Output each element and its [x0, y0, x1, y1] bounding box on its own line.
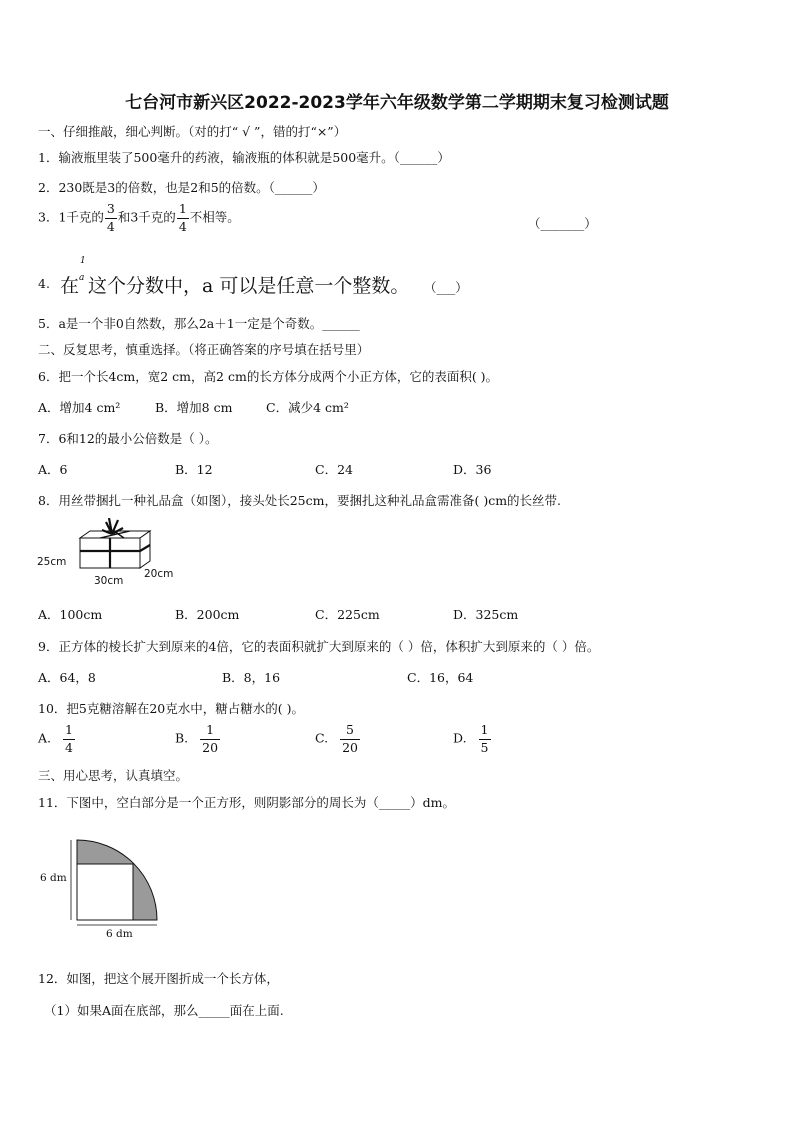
- section-3-heading: 三、用心思考，认真填空。: [38, 768, 189, 783]
- q9-option-c: C．16，64: [407, 670, 474, 685]
- q4-number: 4.: [38, 276, 50, 291]
- figure-left-label: 6 dm: [40, 872, 67, 884]
- q3-fraction-1: $\frac{3}{4}$: [106, 201, 115, 234]
- q7-option-d: D．36: [453, 462, 492, 477]
- q6-option-b: B．增加8 cm: [155, 400, 233, 415]
- question-2: 2．230既是3的倍数，也是2和5的倍数。（______）: [38, 180, 325, 195]
- q7-option-b: B．12: [175, 462, 213, 477]
- q8-option-c: C．225cm: [315, 607, 380, 622]
- question-12-part-1: （1）如果A面在底部，那么_____面在上面.: [44, 1003, 284, 1018]
- question-3: [38, 203, 240, 233]
- q10-option-b: B. $\frac{1}{20}$: [175, 722, 219, 755]
- quarter-circle-figure: [66, 836, 166, 926]
- q8-option-a: A．100cm: [38, 607, 103, 622]
- gift-box-length-label: 30cm: [94, 575, 124, 587]
- question-9: 9．正方体的棱长扩大到原来的4倍，它的表面积就扩大到原来的（ ）倍，体积扩大到原来的（ ）倍。: [38, 639, 600, 654]
- q10-option-c: C. $\frac{5}{20}$: [315, 722, 358, 755]
- q7-option-c: C．24: [315, 462, 353, 477]
- q4-answer-blank: （___）: [424, 280, 468, 295]
- question-8: 8．用丝带捆扎一种礼品盒（如图），接头处长25cm，要捆扎这种礼品盒需准备( )cm的长丝带.: [38, 493, 562, 508]
- q4-fraction-denominator: a: [79, 273, 85, 283]
- question-11: 11．下图中，空白部分是一个正方形，则阴影部分的周长为（_____）dm。: [38, 795, 456, 810]
- question-5: 5．a是一个非0自然数，那么2a＋1一定是个奇数。______: [38, 316, 360, 331]
- q6-option-a: A．增加4 cm²: [38, 400, 121, 415]
- q3-text-c: 不相等。: [189, 209, 240, 225]
- q10-option-d: D. $\frac{1}{5}$: [453, 722, 489, 755]
- section-2-heading: 二、反复思考，慎重选择。（将正确答案的序号填在括号里）: [38, 342, 370, 357]
- q6-option-c: C．减少4 cm²: [266, 400, 349, 415]
- q9-option-b: B．8，16: [222, 670, 281, 685]
- q9-option-a: A．64，8: [38, 670, 96, 685]
- q10-option-a: A. $\frac{1}{4}$: [38, 722, 73, 755]
- q8-option-b: B．200cm: [175, 607, 240, 622]
- question-12: 12．如图，把这个展开图折成一个长方体，: [38, 971, 279, 986]
- page-title: 七台河市新兴区2022-2023学年六年级数学第二学期期末复习检测试题: [125, 93, 669, 113]
- gift-box-height-label: 25cm: [37, 556, 67, 568]
- q4-fraction-numerator: 1: [80, 256, 86, 266]
- figure-bottom-label: 6 dm: [106, 928, 133, 940]
- gift-box-width-label: 20cm: [144, 568, 174, 580]
- q3-fraction-2: $\frac{1}{4}$: [178, 201, 187, 234]
- q3-text-a: 3．1千克的: [38, 209, 104, 225]
- question-6: 6．把一个长4cm，宽2 cm，高2 cm的长方体分成两个小正方体，它的表面积( )。: [38, 369, 499, 384]
- q4-text-b: 这个分数中，a 可以是任意一个整数。: [88, 275, 410, 297]
- question-10: 10．把5克糖溶解在20克水中，糖占糖水的( )。: [38, 701, 304, 716]
- q4-text-a: 在: [60, 275, 80, 297]
- section-1-heading: 一、仔细推敲，细心判断。（对的打“ √ ”，错的打“×”）: [38, 124, 347, 139]
- q8-option-d: D．325cm: [453, 607, 519, 622]
- question-1: 1．输液瓶里装了500毫升的药液，输液瓶的体积就是500毫升。（______）: [38, 150, 450, 165]
- question-7: 7．6和12的最小公倍数是（ ）。: [38, 431, 218, 446]
- q3-answer-blank: （_______）: [528, 216, 597, 231]
- q7-option-a: A．6: [38, 462, 68, 477]
- q3-text-b: 和3千克的: [117, 209, 176, 225]
